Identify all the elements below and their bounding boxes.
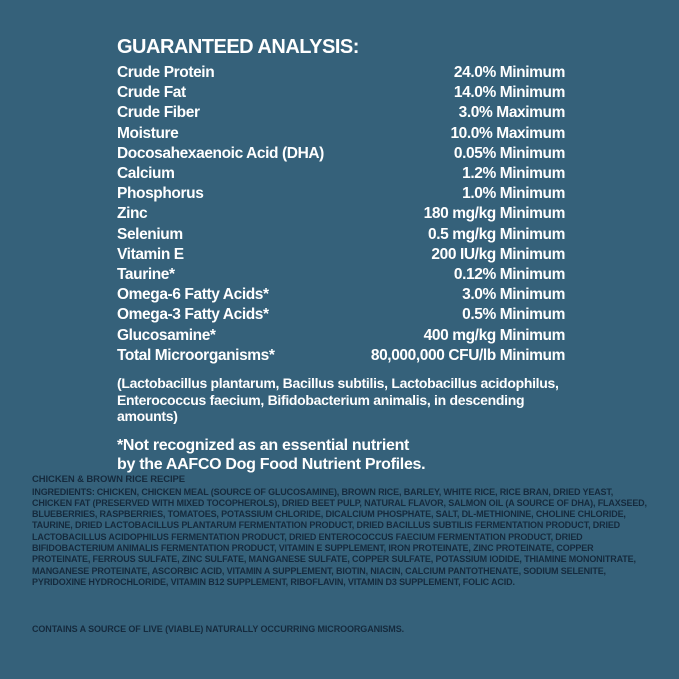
analysis-row (117, 83, 565, 103)
nutrient-value: 200 IU/kg Minimum (431, 245, 565, 263)
nutrient-name: Taurine* (117, 266, 175, 284)
aafco-footnote-line2: by the AAFCO Dog Food Nutrient Profiles. (117, 455, 426, 473)
nutrient-value: 3.0% Minimum (462, 286, 565, 304)
nutrient-name: Omega-3 Fatty Acids* (117, 306, 269, 324)
aafco-footnote-line1: *Not recognized as an essential nutrient (117, 436, 410, 454)
analysis-row (117, 305, 565, 325)
nutrient-name: Total Microorganisms* (117, 346, 275, 364)
nutrient-value: 80,000,000 CFU/lb Minimum (370, 346, 565, 364)
analysis-row (117, 346, 565, 366)
nutrient-name: Selenium (117, 225, 183, 243)
analysis-row (117, 103, 565, 123)
analysis-row (117, 184, 565, 204)
nutrient-value: 180 mg/kg Minimum (423, 205, 565, 223)
analysis-row (117, 164, 565, 184)
nutrient-name: Crude Protein (117, 64, 215, 81)
recipe-title: CHICKEN & BROWN RICE RECIPE (32, 474, 186, 485)
analysis-row (117, 225, 565, 245)
nutrient-name: Calcium (117, 165, 175, 183)
aafco-footnote (117, 436, 565, 474)
nutrient-name: Zinc (117, 205, 148, 223)
nutrient-name: Crude Fiber (117, 104, 200, 122)
analysis-row (117, 124, 565, 144)
analysis-row (117, 63, 565, 83)
microorganisms-note-line2: Enterococcus faecium, Bifidobacterium animalis, in descending amounts) (117, 391, 525, 425)
guaranteed-analysis-section (117, 36, 565, 474)
nutrient-name: Moisture (117, 124, 179, 142)
nutrient-name: Glucosamine* (117, 326, 216, 344)
ingredients-list: CHICKEN, CHICKEN MEAL (SOURCE OF GLUCOSAMINE), BROWN RICE, BARLEY, WHITE RICE, RICE BRAN, DRIED YEAST, CHICKEN FAT (PRESERVED WITH MIXED TOCOPHEROLS), DRIED BEET PULP, NATURAL FLAVOR, SALMON OIL (A SOURCE OF DHA), FLAXSEED, BLUEBERRIES, RASPBERRIES, TOMATOES, POTASSIUM CHLORIDE, DICALCIUM PHOSPHATE, SALT, DL-METHIONINE, CHOLINE CHLORIDE, TAURINE, DRIED LACTOBACILLUS PLANTARUM FERMENTATION PRODUCT, DRIED BACILLUS SUBTILIS FERMENTATION PRODUCT, DRIED LACTOBACILLUS ACIDOPHILUS FERMENTATION PRODUCT, DRIED ENTEROCOCCUS FAECIUM FERMENTATION PRODUCT, DRIED BIFIDOBACTERIUM ANIMALIS FERMENTATION PRODUCT, VITAMIN E SUPPLEMENT, IRON PROTEINATE, ZINC PROTEINATE, COPPER PROTEINATE, FERROUS SULFATE, ZINC SULFATE, MANGANESE SULFATE, COPPER SULFATE, POTASSIUM IODIDE, THIAMINE MONONITRATE, MANGANESE PROTEINATE, ASCORBIC ACID, VITAMIN A SUPPLEMENT, BIOTIN, NIACIN, CALCIUM PANTOTHENATE, SODIUM SELENITE, PYRIDOXINE HYDROCHLORIDE, VITAMIN B12 SUPPLEMENT, RIBOFLAVIN, VITAMIN D3 SUPPLEMENT, FOLIC ACID. (32, 486, 647, 587)
analysis-row (117, 326, 565, 346)
nutrient-value: 0.5 mg/kg Minimum (427, 225, 565, 243)
nutrient-name: Docosahexaenoic Acid (DHA) (117, 144, 324, 162)
analysis-row (117, 245, 565, 265)
ingredients-section (32, 474, 650, 588)
nutrient-value: 1.2% Minimum (462, 165, 565, 183)
analysis-row (117, 285, 565, 305)
ingredients-label: INGREDIENTS: (32, 486, 95, 497)
nutrient-value: 10.0% Maximum (450, 124, 565, 142)
analysis-row (117, 265, 565, 285)
contains-statement: CONTAINS A SOURCE OF LIVE (VIABLE) NATURALLY OCCURRING MICROORGANISMS. (32, 624, 405, 634)
nutrient-value: 24.0% Minimum (453, 64, 565, 81)
analysis-row (117, 144, 565, 164)
nutrient-value: 0.05% Minimum (453, 144, 565, 162)
nutrient-name: Phosphorus (117, 185, 204, 203)
analysis-row (117, 204, 565, 224)
nutrient-value: 14.0% Minimum (453, 84, 565, 102)
nutrient-value: 1.0% Minimum (462, 185, 565, 203)
guaranteed-analysis-heading: GUARANTEED ANALYSIS: (117, 36, 359, 58)
nutrient-value: 0.5% Minimum (462, 306, 565, 324)
microorganisms-note (117, 375, 565, 425)
nutrient-value: 3.0% Maximum (458, 104, 565, 122)
nutrient-value: 0.12% Minimum (453, 266, 565, 284)
nutrient-name: Omega-6 Fatty Acids* (117, 286, 269, 304)
nutrient-value: 400 mg/kg Minimum (423, 326, 565, 344)
nutrient-name: Crude Fat (117, 84, 186, 102)
nutrient-name: Vitamin E (117, 245, 184, 263)
ingredients-paragraph (32, 487, 650, 589)
microorganisms-note-line1: (Lactobacillus plantarum, Bacillus subtilis, Lactobacillus acidophilus, (117, 375, 559, 392)
